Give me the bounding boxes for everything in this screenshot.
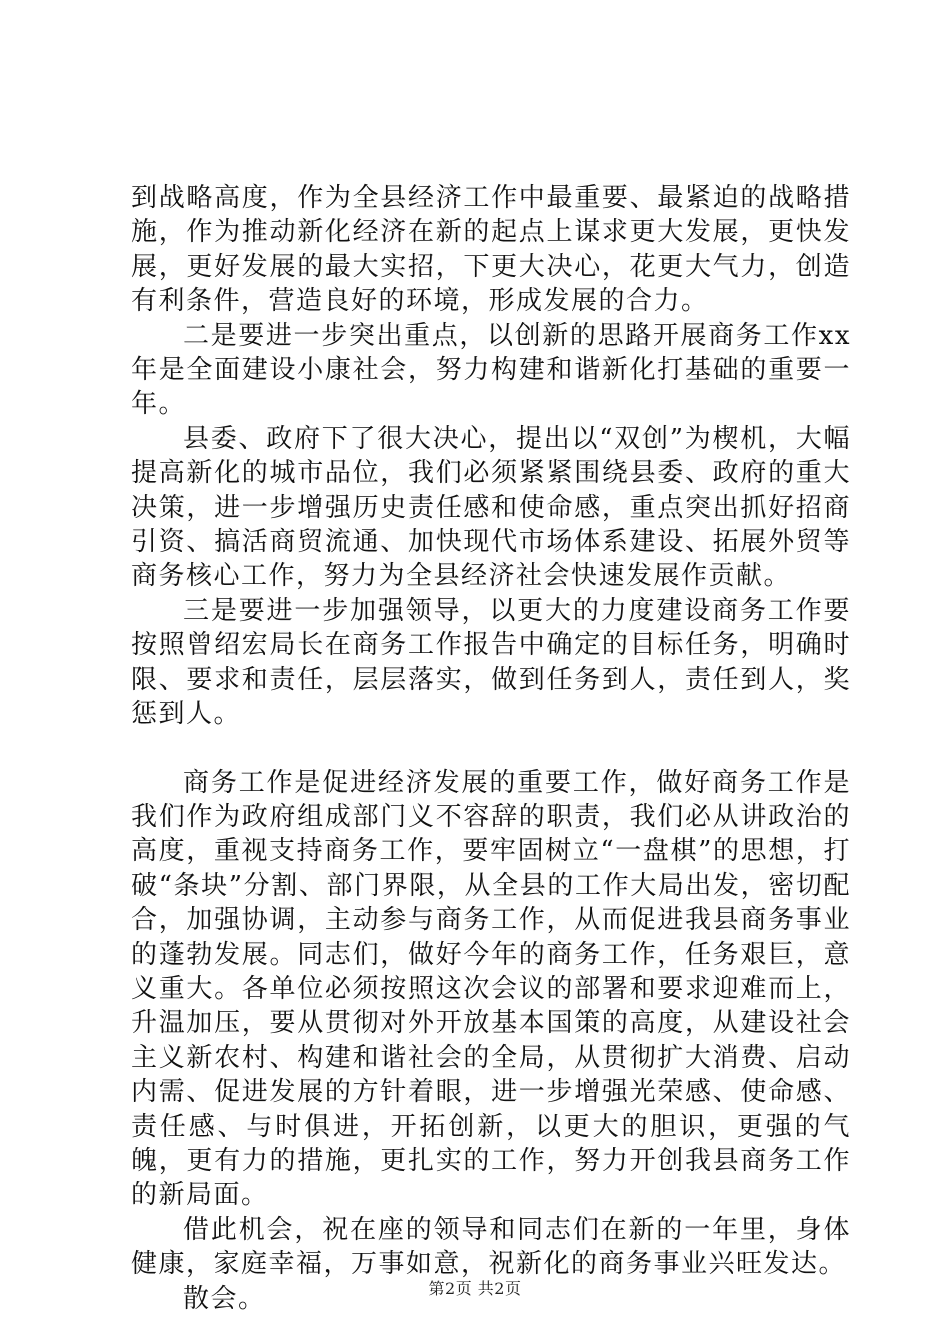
paragraph-point-three: 三是要进一步加强领导，以更大的力度建设商务工作要按照曾绍宏局长在商务工作报告中确定的目标任务，明确时限、要求和责任，层层落实，做到任务到人，责任到人，奖惩到人。 [131, 595, 851, 730]
page-number-footer: 第2页 共2页 [428, 1279, 522, 1298]
paragraph-county-decision: 县委、政府下了很大决心，提出以“双创”为楔机，大幅提高新化的城市品位，我们必须紧紧围绕县委、政府的重大决策，进一步增强历史责任感和使命感，重点突出抓好招商引资、搞活商贸流通、加快现代市场体系建设、拓展外贸等商务核心工作，努力为全县经济社会快速发展作贡献。 [131, 423, 851, 592]
paragraph-closing: 散会。 [183, 1283, 266, 1314]
document-body [131, 181, 851, 1316]
paragraph-commerce-work: 商务工作是促进经济发展的重要工作，做好商务工作是我们作为政府组成部门义不容辞的职责，我们必从讲政治的高度，重视支持商务工作，要牢固树立“一盘棋”的思想，打破“条块”分割、部门界限，从全县的工作大局出发，密切配合，加强协调，主动参与商务工作，从而促进我县商务事业的蓬勃发展。同志们，做好今年的商务工作，任务艰巨，意义重大。各单位必须按照这次会议的部署和要求迎难而上，升温加压，要从贯彻对外开放基本国策的高度，从建设社会主义新农村、构建和谐社会的全局，从贯彻扩大消费、启动内需、促进发展的方针着眼，进一步增强光荣感、使命感、责任感、与时俱进，开拓创新，以更大的胆识，更强的气魄，更有力的措施，更扎实的工作，努力开创我县商务工作的新局面。 [131, 767, 851, 1211]
paragraph-point-two: 二是要进一步突出重点，以创新的思路开展商务工作xx年是全面建设小康社会，努力构建和谐新化打基础的重要一年。 [131, 320, 851, 420]
paragraph-wishes: 借此机会，祝在座的领导和同志们在新的一年里，身体健康，家庭幸福，万事如意，祝新化的商务事业兴旺发达。 [131, 1214, 851, 1280]
paragraph-continuation: 到战略高度，作为全县经济工作中最重要、最紧迫的战略措施，作为推动新化经济在新的起点上谋求更大发展，更快发展，更好发展的最大实招，下更大决心，花更大气力，创造有利条件，营造良好的环境，形成发展的合力。 [131, 183, 851, 317]
